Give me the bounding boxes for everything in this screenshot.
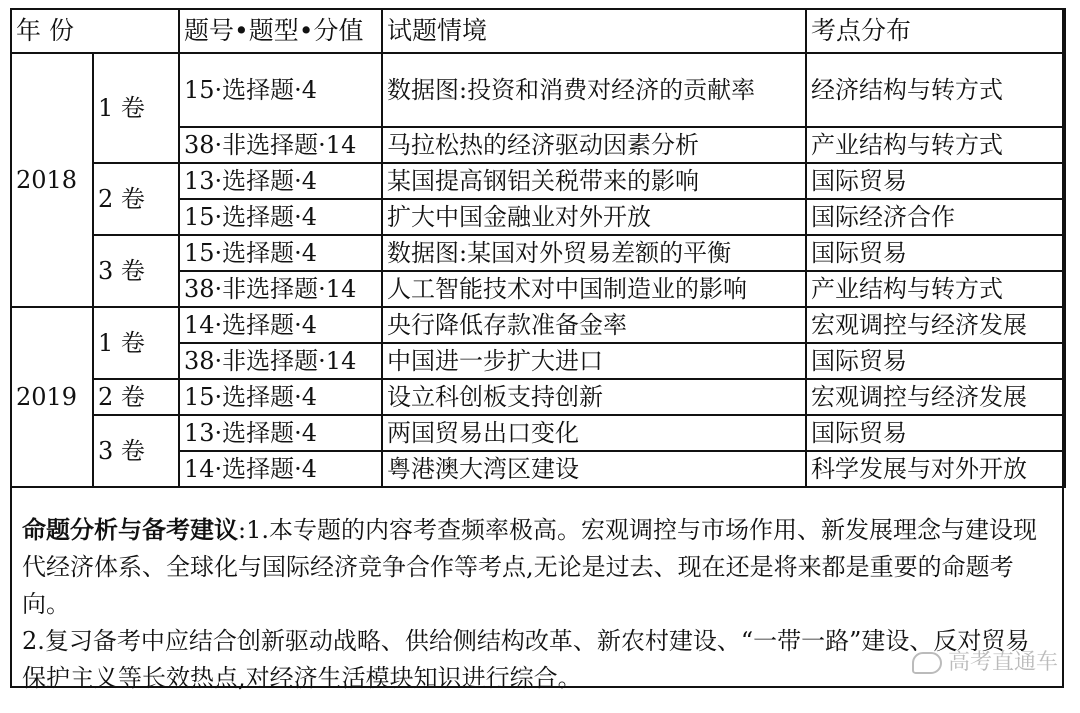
- context-cell: 中国进一步扩大进口: [382, 343, 806, 379]
- context-cell: 扩大中国金融业对外开放: [382, 199, 806, 235]
- points-cell: 宏观调控与经济发展: [806, 379, 1065, 415]
- wechat-icon: [912, 652, 942, 674]
- paper-cell: 1 卷: [93, 53, 179, 163]
- watermark-text: 高考直通车: [947, 650, 1058, 675]
- context-cell: 数据图:某国对外贸易差额的平衡: [382, 235, 806, 271]
- context-cell: 两国贸易出口变化: [382, 415, 806, 451]
- paper-cell: 1 卷: [93, 307, 179, 379]
- points-cell: 国际贸易: [806, 415, 1065, 451]
- paper-cell: 3 卷: [93, 235, 179, 307]
- header-context: 试题情境: [382, 9, 806, 53]
- question-cell: 14·选择题·4: [179, 307, 382, 343]
- analysis-notes: [12, 508, 1062, 692]
- year-cell: 2018: [11, 53, 93, 307]
- header-question: 题号•题型•分值: [179, 9, 382, 53]
- question-cell: 38·非选择题·14: [179, 271, 382, 307]
- paper-cell: 2 卷: [93, 379, 179, 415]
- header-points: 考点分布: [806, 9, 1065, 53]
- context-cell: 央行降低存款准备金率: [382, 307, 806, 343]
- notes-paragraph-1: [22, 512, 1052, 623]
- question-cell: 13·选择题·4: [179, 163, 382, 199]
- points-cell: 产业结构与转方式: [806, 271, 1065, 307]
- notes-text-1: :1.本专题的内容考查频率极高。宏观调控与市场作用、新发展理念与建设现代经济体系、全球化与国际经济竞争合作等考点,无论是过去、现在还是将来都是重要的命题考向。: [22, 516, 1037, 618]
- year-cell: 2019: [11, 307, 93, 487]
- question-cell: 15·选择题·4: [179, 235, 382, 271]
- question-cell: 13·选择题·4: [179, 415, 382, 451]
- context-cell: 数据图:投资和消费对经济的贡献率: [382, 53, 806, 127]
- watermark: [912, 645, 1058, 676]
- context-cell: 某国提高钢铝关税带来的影响: [382, 163, 806, 199]
- context-cell: 设立科创板支持创新: [382, 379, 806, 415]
- points-cell: 宏观调控与经济发展: [806, 307, 1065, 343]
- question-cell: 15·选择题·4: [179, 379, 382, 415]
- paper-cell: 2 卷: [93, 163, 179, 235]
- points-cell: 国际经济合作: [806, 199, 1065, 235]
- question-cell: 15·选择题·4: [179, 199, 382, 235]
- points-cell: 国际贸易: [806, 343, 1065, 379]
- points-cell: 国际贸易: [806, 163, 1065, 199]
- question-cell: 38·非选择题·14: [179, 127, 382, 163]
- header-year: 年 份: [11, 9, 179, 53]
- context-cell: 粤港澳大湾区建设: [382, 451, 806, 487]
- points-cell: 科学发展与对外开放: [806, 451, 1065, 487]
- paper-cell: 3 卷: [93, 415, 179, 487]
- question-cell: 38·非选择题·14: [179, 343, 382, 379]
- question-cell: 15·选择题·4: [179, 53, 382, 127]
- points-cell: 经济结构与转方式: [806, 53, 1065, 127]
- context-cell: 人工智能技术对中国制造业的影响: [382, 271, 806, 307]
- points-cell: 产业结构与转方式: [806, 127, 1065, 163]
- context-cell: 马拉松热的经济驱动因素分析: [382, 127, 806, 163]
- points-cell: 国际贸易: [806, 235, 1065, 271]
- question-cell: 14·选择题·4: [179, 451, 382, 487]
- notes-lead: 命题分析与备考建议: [22, 516, 238, 544]
- notes-text-2: 2.复习备考中应结合创新驱动战略、供给侧结构改革、新农村建设、“一带一路”建设、反对贸易保护主义等长效热点,对经济生活模块知识进行综合。: [22, 627, 1030, 692]
